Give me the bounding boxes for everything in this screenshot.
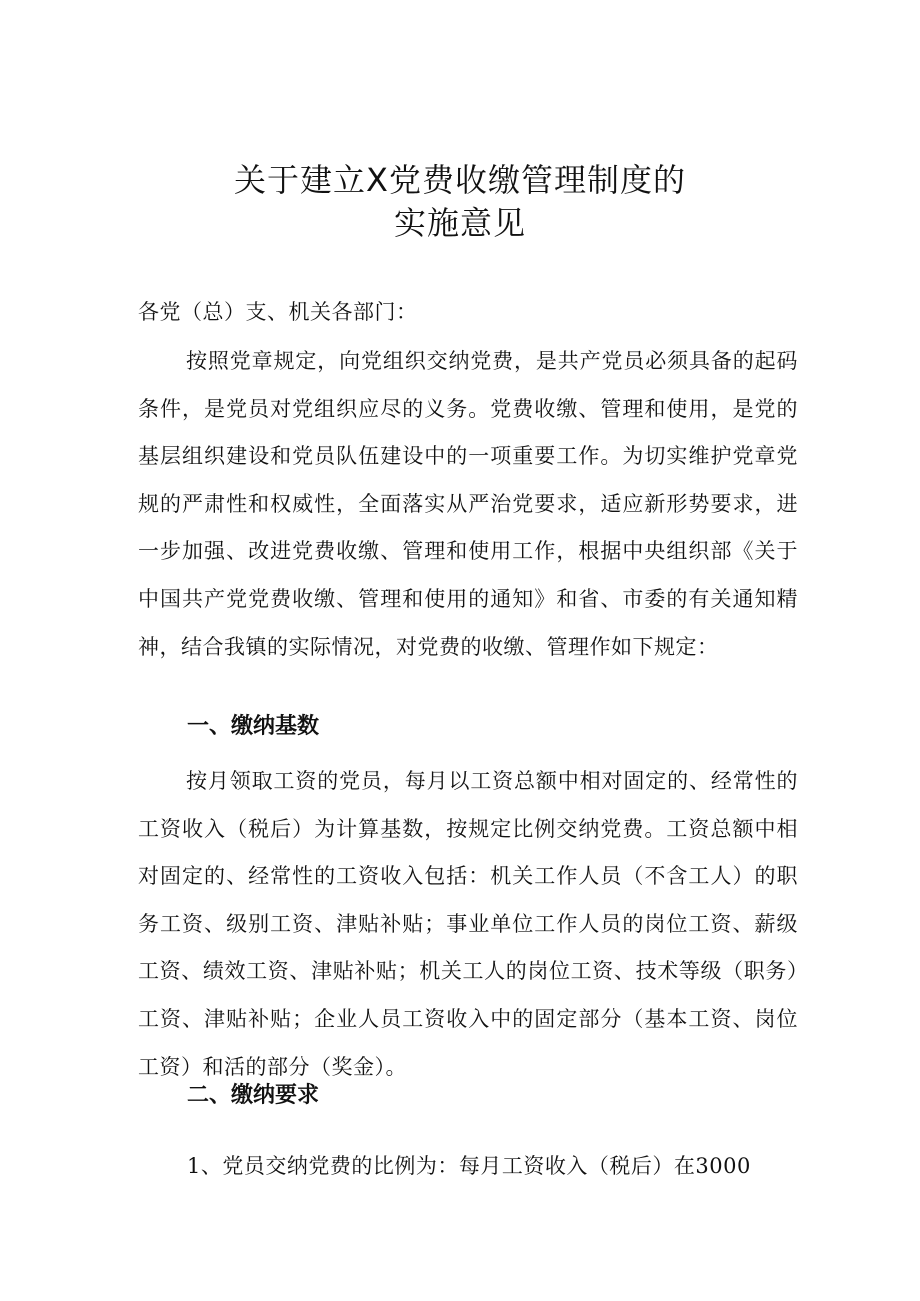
section-1-paragraph: 按月领取工资的党员，每月以工资总额中相对固定的、经常性的工资收入（税后）为计算基数，按规定比例交纳党费。工资总额中相对固定的、经常性的工资收入包括：机关工作人员（不含工人）的职务工资、级别工资、津贴补贴；事业单位工作人员的岗位工资、薪级工资、绩效工资、津贴补贴；机关工人的岗位工资、技术等级（职务）工资、津贴补贴；企业人员工资收入中的固定部分（基本工资、岗位工资）和活的部分（奖金）。 <box>138 769 798 1079</box>
section-heading-1: 一、缴纳基数 <box>187 714 320 739</box>
intro-paragraph: 按照党章规定，向党组织交纳党费，是共产党员必须具备的起码条件，是党员对党组织应尽的义务。党费收缴、管理和使用，是党的基层组织建设和党员队伍建设中的一项重要工作。为切实维护党章党规的严肃性和权威性，全面落实从严治党要求，适应新形势要求，进一步加强、改进党费收缴、管理和使用工作，根据中央组织部《关于中国共产党党费收缴、管理和使用的通知》和省、市委的有关通知精神，结合我镇的实际情况，对党费的收缴、管理作如下规定： <box>138 349 798 659</box>
document-title-line-2: 实施意见 <box>393 204 526 242</box>
list-item-1: 1、党员交纳党费的比例为：每月工资收入（税后）在3000 <box>187 1154 751 1178</box>
salutation: 各党（总）支、机关各部门： <box>138 300 418 324</box>
section-heading-2: 二、缴纳要求 <box>187 1083 320 1108</box>
document-title-line-1: 关于建立X党费收缴管理制度的 <box>234 161 686 199</box>
